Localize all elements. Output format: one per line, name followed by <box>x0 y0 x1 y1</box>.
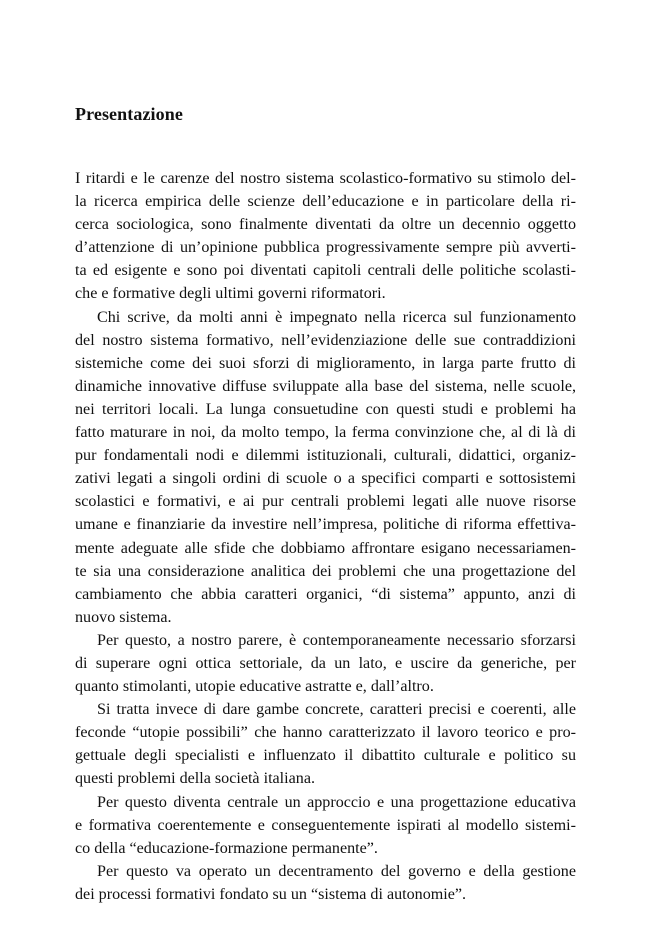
text-line: co della “educazione-formazione permanente”. <box>75 839 378 857</box>
text-line: sistemiche come dei suoi sforzi di miglioramento, in larga parte frutto di <box>75 354 576 372</box>
text-line: quanto stimolanti, utopie educative astratte e, dall’altro. <box>75 678 434 696</box>
body-text <box>75 167 576 906</box>
text-line: umane e finanziarie da investire nell’impresa, politiche di riforma effettiva- <box>75 516 576 534</box>
text-line: dei processi formativi fondato su un “sistema di autonomie”. <box>75 885 467 903</box>
paragraph <box>75 860 576 906</box>
text-line: Chi scrive, da molti anni è impegnato nella ricerca sul funzionamento <box>97 308 576 326</box>
text-line: I ritardi e le carenze del nostro sistema scolastico-formativo su stimolo del- <box>75 170 576 187</box>
text-line: zativi legati a singoli ordini di scuole o a specifici comparti e sottosistemi <box>75 470 576 488</box>
text-line: d’attenzione di un’opinione pubblica progressivamente sempre più avverti- <box>75 239 576 257</box>
text-line: la ricerca empirica delle scienze dell’educazione e in particolare della ri- <box>75 193 576 211</box>
text-line: di superare ogni ottica settoriale, da un lato, e uscire da generiche, per <box>75 654 576 672</box>
text-line: nuovo sistema. <box>75 608 172 626</box>
page-title: Presentazione <box>75 104 183 124</box>
text-line: che e formative degli ultimi governi riformatori. <box>75 285 386 303</box>
text-line: Per questo diventa centrale un approccio e una progettazione educativa <box>97 793 576 811</box>
text-line: feconde “utopie possibili” che hanno caratterizzato il lavoro teorico e pro- <box>75 724 576 742</box>
text-line: te sia una considerazione analitica dei problemi che una progettazione del <box>75 562 576 580</box>
text-line: ta ed esigente e sono poi diventati capitoli centrali delle politiche scolasti- <box>75 262 576 280</box>
text-line: fatto maturare in noi, da molto tempo, la ferma convinzione che, al di là di <box>75 424 576 442</box>
text-line: questi problemi della società italiana. <box>75 770 315 788</box>
text-line: cambiamento che abbia caratteri organici, “di sistema” appunto, anzi di <box>75 585 576 603</box>
text-line: pur fondamentali nodi e dilemmi istituzionali, culturali, didattici, organiz- <box>75 447 576 465</box>
text-line: nei territori locali. La lunga consuetudine con questi studi e problemi ha <box>75 400 576 418</box>
text-line: mente adeguate alle sfide che dobbiamo affrontare esigano necessariamen- <box>75 539 576 557</box>
text-line: del nostro sistema formativo, nell’evidenziazione delle sue contraddizioni <box>75 331 576 349</box>
text-line: cerca sociologica, sono finalmente diventati da oltre un decennio oggetto <box>75 216 576 234</box>
paragraph <box>75 167 576 306</box>
paragraph <box>75 698 576 790</box>
text-line: Si tratta invece di dare gambe concrete, caratteri precisi e coerenti, alle <box>97 701 576 719</box>
text-line: scolastici e formativi, e ai pur centrali problemi legati alle nuove risorse <box>75 493 576 511</box>
paragraph <box>75 629 576 698</box>
paragraph <box>75 791 576 860</box>
text-line: e formativa coerentemente e conseguentemente ispirati al modello sistemi- <box>75 816 576 834</box>
text-line: dinamiche innovative diffuse sviluppate alla base del sistema, nelle scuole, <box>75 377 576 395</box>
text-line: gettuale degli specialisti e influenzato il dibattito culturale e politico su <box>75 747 576 765</box>
paragraph <box>75 306 576 629</box>
text-line: Per questo va operato un decentramento del governo e della gestione <box>97 862 576 880</box>
text-line: Per questo, a nostro parere, è contemporaneamente necessario sforzarsi <box>97 631 576 649</box>
